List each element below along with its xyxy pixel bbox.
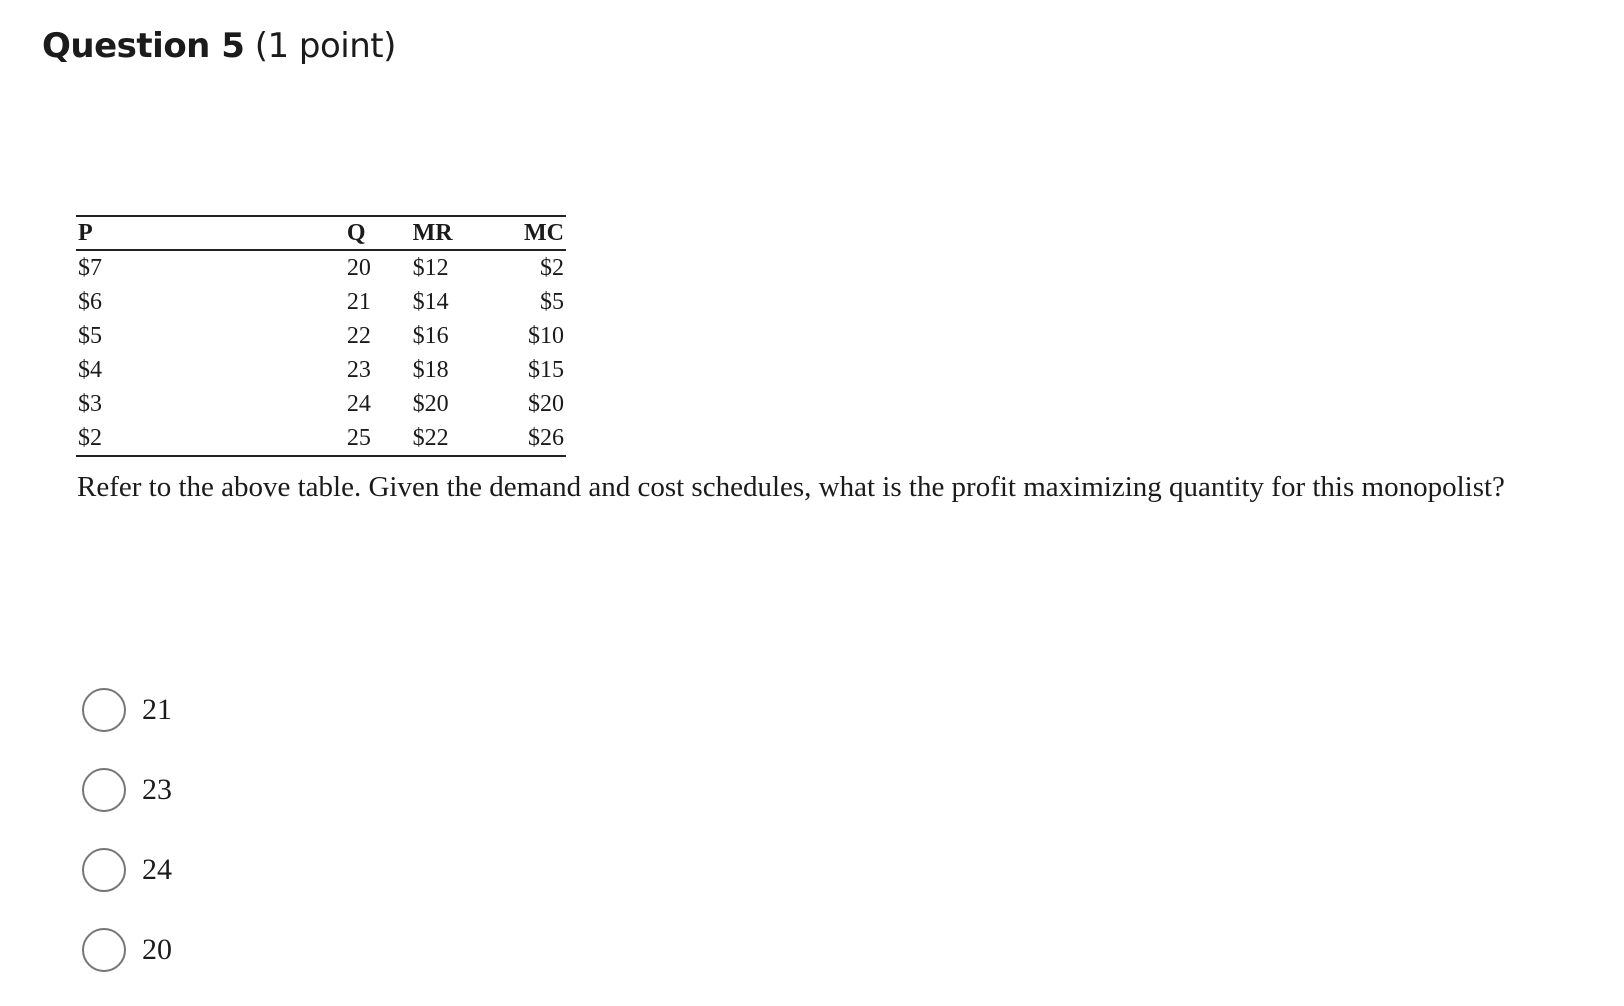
cell-price: $3 <box>78 391 102 417</box>
header-mc: MC <box>522 216 566 250</box>
cell-price: $6 <box>78 289 102 315</box>
cell-mc: $5 <box>540 289 564 315</box>
answer-option[interactable] <box>82 846 172 894</box>
radio-button[interactable] <box>82 848 126 892</box>
cell-quantity: 20 <box>346 255 371 281</box>
question-points: (1 point) <box>254 26 396 66</box>
answer-option-label: 21 <box>142 693 172 726</box>
answer-option-label: 20 <box>142 933 172 966</box>
table-row <box>76 319 566 353</box>
cell-mr: $12 <box>412 255 449 281</box>
question-prompt: Refer to the above table. Given the demand and cost schedules, what is the profit maximizing quantity for this monopolist? <box>77 471 1505 503</box>
header-mr: MR <box>411 216 522 250</box>
cell-mc: $15 <box>528 357 564 383</box>
radio-button[interactable] <box>82 688 126 732</box>
cell-quantity: 25 <box>346 425 371 451</box>
answer-options <box>82 686 172 1006</box>
demand-cost-table <box>76 215 566 457</box>
cell-price: $2 <box>78 425 102 451</box>
question-title: Question 5 <box>42 26 245 66</box>
cell-mr: $16 <box>412 323 449 349</box>
cell-price: $7 <box>78 255 102 281</box>
cell-mr: $22 <box>412 425 449 451</box>
answer-option-label: 24 <box>142 853 172 886</box>
cell-mc: $10 <box>528 323 564 349</box>
header-q: Q <box>189 216 411 250</box>
cell-price: $4 <box>78 357 102 383</box>
cell-mr: $20 <box>412 391 449 417</box>
table-row <box>76 421 566 456</box>
table-row <box>76 250 566 285</box>
question-header <box>42 22 396 70</box>
answer-option[interactable] <box>82 926 172 974</box>
answer-option-label: 23 <box>142 773 172 806</box>
radio-button[interactable] <box>82 768 126 812</box>
table-row <box>76 353 566 387</box>
cell-price: $5 <box>78 323 102 349</box>
cell-quantity: 22 <box>346 323 371 349</box>
cell-mc: $26 <box>528 425 564 451</box>
cell-mr: $14 <box>412 289 449 315</box>
answer-option[interactable] <box>82 686 172 734</box>
cell-quantity: 21 <box>346 289 371 315</box>
table-row <box>76 387 566 421</box>
radio-button[interactable] <box>82 928 126 972</box>
answer-option[interactable] <box>82 766 172 814</box>
table-row <box>76 285 566 319</box>
cell-mc: $20 <box>528 391 564 417</box>
cell-mr: $18 <box>412 357 449 383</box>
header-p: P <box>76 216 189 250</box>
table-header-row <box>76 216 566 250</box>
cell-quantity: 24 <box>346 391 371 417</box>
cell-quantity: 23 <box>346 357 371 383</box>
cell-mc: $2 <box>540 255 564 281</box>
